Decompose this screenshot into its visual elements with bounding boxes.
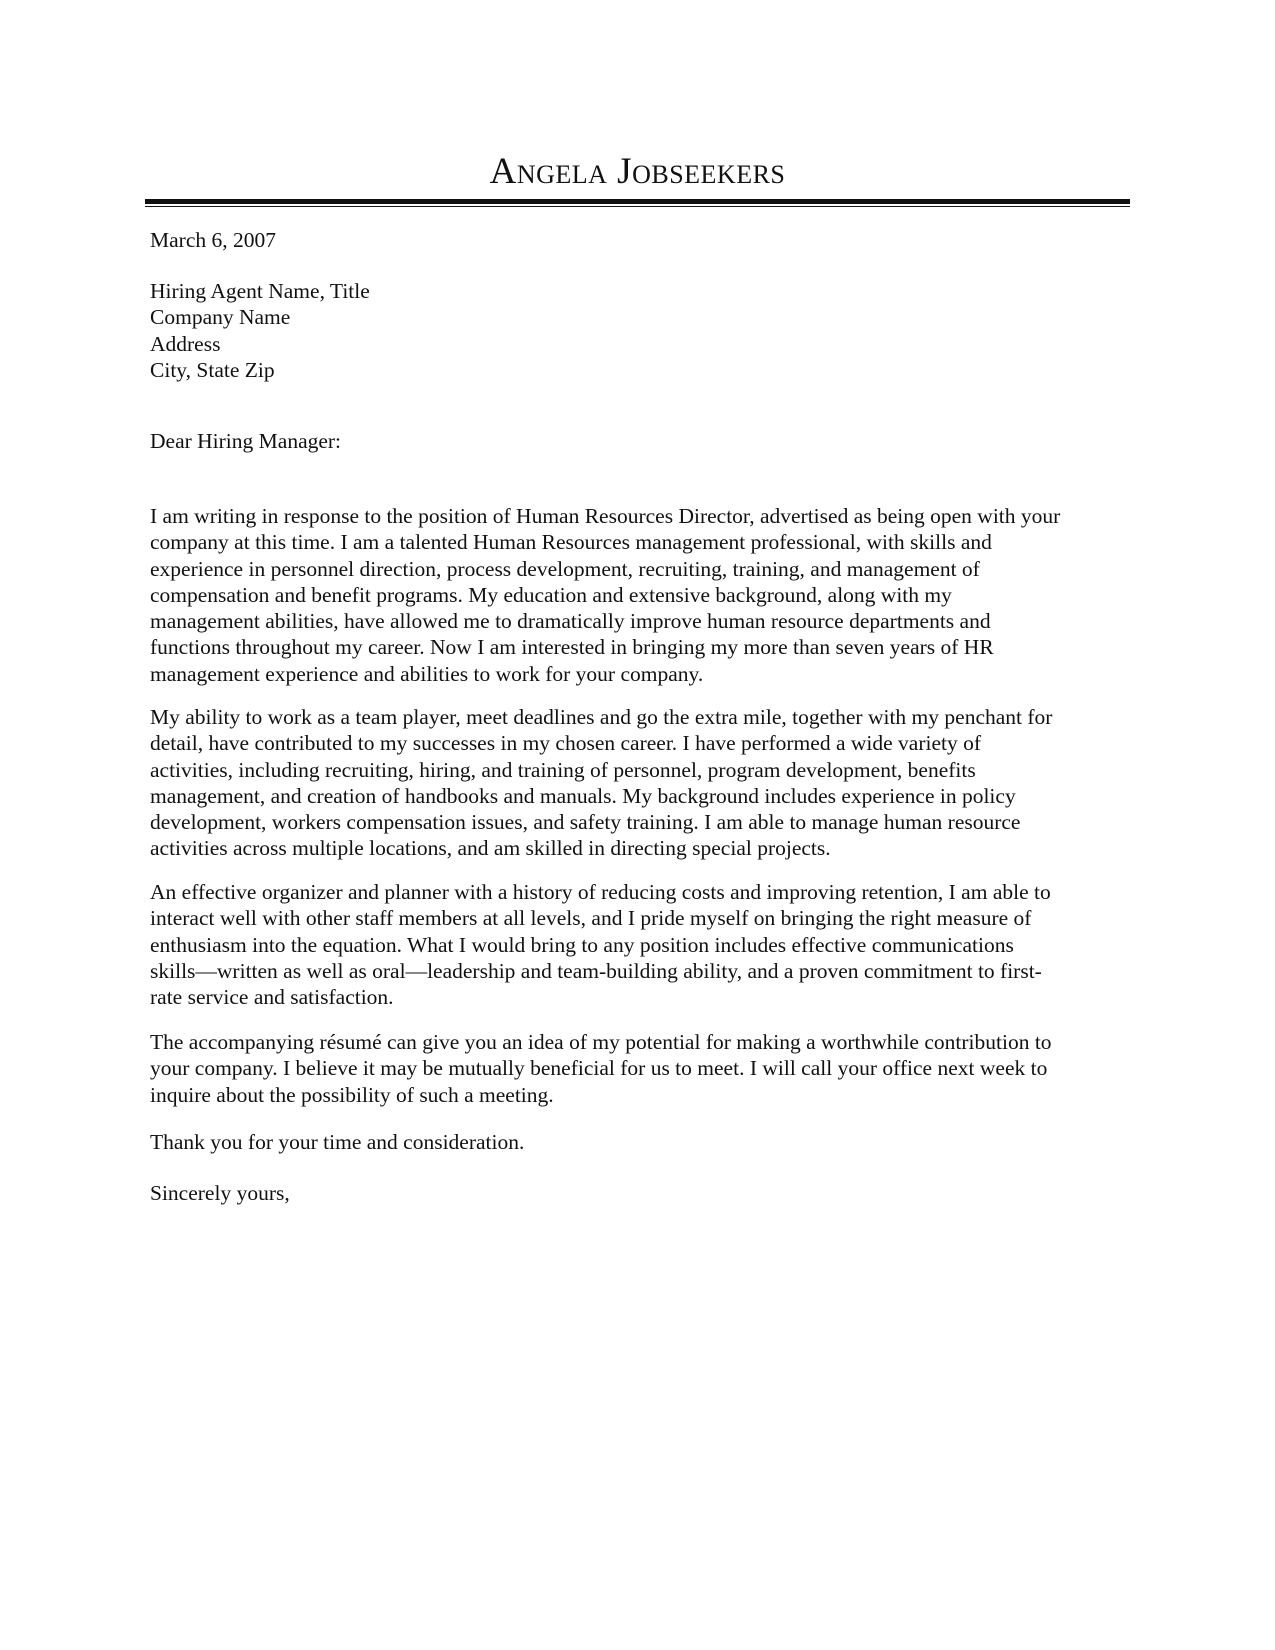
body-paragraph-1: [150, 503, 1135, 687]
recipient-line: Company Name: [150, 305, 291, 330]
paragraph-line: skills—written as well as oral—leadership and team-building ability, and a proven commitment to first-: [150, 958, 1042, 983]
paragraph-line: The accompanying résumé can give you an idea of my potential for making a worthwhile contribution to: [150, 1030, 1052, 1054]
paragraph-line: management abilities, have allowed me to dramatically improve human resource departments and: [150, 609, 991, 634]
paragraph-line: enthusiasm into the equation. What I would bring to any position includes effective communications: [150, 932, 1014, 957]
paragraph-line: An effective organizer and planner with a history of reducing costs and improving retention, I am able to: [150, 880, 1051, 904]
paragraph-line: activities across multiple locations, and am skilled in directing special projects.: [150, 836, 831, 861]
recipient-line: Address: [150, 331, 221, 356]
paragraph-line: management, and creation of handbooks and manuals. My background includes experience in policy: [150, 783, 1016, 808]
letter-date: March 6, 2007: [150, 228, 276, 252]
body-paragraph-4: [150, 1029, 1135, 1108]
paragraph-line: your company. I believe it may be mutually beneficial for us to meet. I will call your office next week to: [150, 1056, 1048, 1081]
body-paragraph-2: [150, 704, 1135, 862]
paragraph-line: functions throughout my career. Now I am interested in bringing my more than seven years of HR: [150, 635, 994, 660]
paragraph-line: management experience and abilities to work for your company.: [150, 661, 704, 686]
letterhead-name: Angela Jobseekers: [489, 151, 786, 192]
paragraph-line: activities, including recruiting, hiring, and training of personnel, program development, benefits: [150, 757, 976, 782]
paragraph-line: My ability to work as a team player, meet deadlines and go the extra mile, together with my penchant for: [150, 705, 1053, 729]
paragraph-line: I am writing in response to the position of Human Resources Director, advertised as being open with your: [150, 504, 1061, 528]
letterhead-rule-thin: [145, 206, 1130, 207]
recipient-line: Hiring Agent Name, Title: [150, 279, 370, 303]
paragraph-line: rate service and satisfaction.: [150, 985, 394, 1010]
recipient-line: City, State Zip: [150, 357, 275, 382]
paragraph-line: company at this time. I am a talented Human Resources management professional, with skills and: [150, 530, 992, 555]
closing: Sincerely yours,: [150, 1181, 290, 1205]
body-paragraph-3: [150, 879, 1135, 1010]
paragraph-line: development, workers compensation issues, and safety training. I am able to manage human resource: [150, 810, 1021, 835]
letterhead-rule-thick: [145, 199, 1130, 204]
recipient-block: [150, 278, 1135, 383]
paragraph-line: interact well with other staff members at all levels, and I pride myself on bringing the right measure of: [150, 906, 1032, 931]
paragraph-line: inquire about the possibility of such a meeting.: [150, 1082, 554, 1107]
paragraph-line: compensation and benefit programs. My education and extensive background, along with my: [150, 582, 952, 607]
thanks-line: Thank you for your time and consideration.: [150, 1130, 525, 1154]
salutation: Dear Hiring Manager:: [150, 429, 342, 453]
paragraph-line: detail, have contributed to my successes in my chosen career. I have performed a wide variety of: [150, 731, 982, 756]
paragraph-line: experience in personnel direction, process development, recruiting, training, and management of: [150, 556, 980, 581]
